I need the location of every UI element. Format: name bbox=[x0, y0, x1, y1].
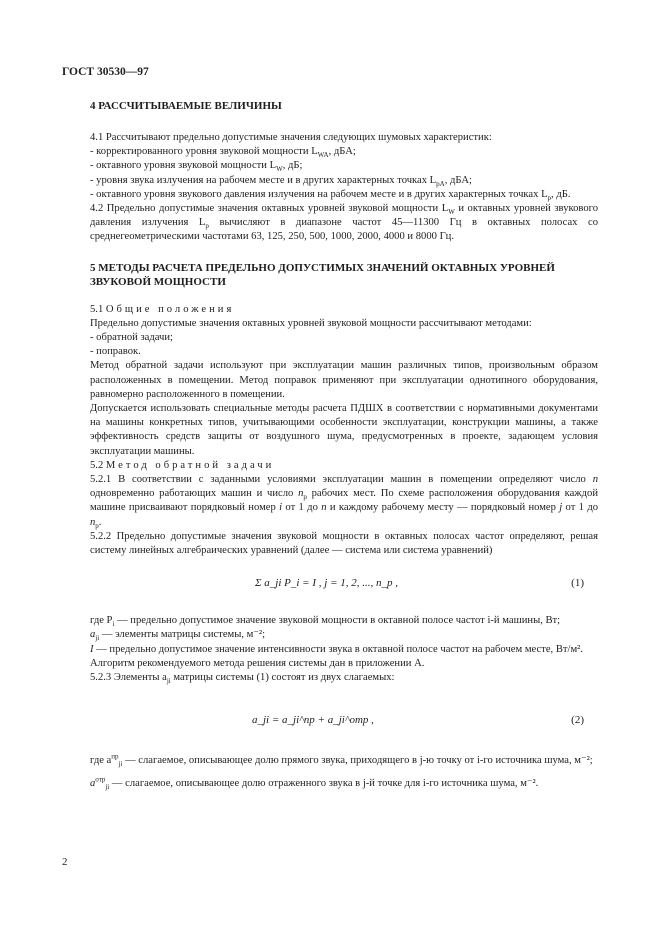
equation-2 bbox=[90, 691, 598, 743]
list-item-pa: - уровня звука излучения на рабочем месте и в других характерных точках $L_{pA}$, дБА; bbox=[90, 174, 472, 188]
where-a: $a_{ji}$ — элементы матрицы системы, м⁻²; bbox=[90, 629, 266, 643]
equation-1-formula: Σ a_ji P_i = I , j = 1, 2, ..., n_p , bbox=[255, 577, 398, 590]
section-5-title: 5 МЕТОДЫ РАСЧЕТА ПРЕДЕЛЬНО ДОПУСТИМЫХ ЗНАЧЕНИЙ ОКТАВНЫХ УРОВНЕЙ ЗВУКОВОЙ МОЩНОСТИ bbox=[90, 261, 555, 288]
list-item-w: - октавного уровня звуковой мощности $L_W$, дБ; bbox=[90, 160, 303, 174]
para-5-2-3: 5.2.3 Элементы $a_{ji}$ матрицы системы (1) состоят из двух слагаемых: bbox=[90, 672, 395, 686]
para-4-1: 4.1 Рассчитывают предельно допустимые значения следующих шумовых характеристик: bbox=[90, 132, 492, 143]
list-item-p: - октавного уровня звукового давления излучения на рабочем месте и в других характерных точках $L_p$, дБ. bbox=[90, 188, 571, 202]
where-a-direct: где $a^{пр}_{ji}$ — слагаемое, описывающее долю прямого звука, приходящего в j-ю точку от i-го источника шума, м⁻²; bbox=[90, 752, 593, 769]
where-a-reflected: $a^{отр}_{ji}$ — слагаемое, описывающее долю отраженного звука в j-й точке для i-го источника шума, м⁻². bbox=[90, 775, 539, 792]
para-5-2-1: 5.2.1 В соответствии с заданными условиями эксплуатации машин в помещении определяют число n одновременно работающих машин и число $n_p$ рабочих мест. По схеме расположения оборудования каждой машине присваивают порядковый номер i от 1 до n и каждому рабочему месту — порядковый номер j от 1 до $n_p$. bbox=[90, 474, 599, 530]
section-4-title: 4 РАССЧИТЫВАЕМЫЕ ВЕЛИЧИНЫ bbox=[90, 100, 282, 112]
document-body bbox=[90, 97, 598, 793]
page-number: 2 bbox=[62, 856, 68, 868]
where-i: I — предельно допустимое значение интенсивности звука в октавной полосе частот на рабочем месте, Вт/м². bbox=[90, 643, 584, 655]
equation-2-formula: a_ji = a_ji^пр + a_ji^отр , bbox=[252, 714, 374, 727]
equation-1 bbox=[90, 564, 598, 608]
equation-2-number: (2) bbox=[571, 714, 584, 727]
para-5-1-inverse: Метод обратной задачи используют при эксплуатации машин различных типов, произвольным образом расположенных в помещении. Метод поправок применяют при эксплуатации однотипного оборудования, равномерно расположенного в помещении. bbox=[90, 360, 598, 400]
para-4-2: 4.2 Предельно допустимые значения октавных уровней звуковой мощности $L_W$ и октавных уровней звукового давления излучения $L_p$ вычисляют в диапазоне частот 45—11300 Гц в октавных полосах со среднегеометрическими частотами 63, 125, 250, 500, 1000, 2000, 4000 и 8000 Гц. bbox=[90, 203, 598, 243]
method-item-1: - обратной задачи; bbox=[90, 332, 173, 344]
where-p: где $P_i$ — предельно допустимое значение звуковой мощности в октавной полосе частот i-й машины, Вт; bbox=[90, 615, 561, 629]
heading-5-1: 5.1 Общие положения bbox=[90, 303, 235, 315]
para-algorithm: Алгоритм рекомендуемого метода решения системы дан в приложении А. bbox=[90, 657, 425, 669]
method-item-2: - поправок. bbox=[90, 346, 141, 358]
para-5-1-intro: Предельно допустимые значения октавных уровней звуковой мощности рассчитывают методами: bbox=[90, 317, 532, 329]
equation-1-number: (1) bbox=[571, 577, 584, 590]
document-header: ГОСТ 30530—97 bbox=[62, 66, 149, 78]
para-5-1-special: Допускается использовать специальные методы расчета ПДШХ в соответствии с нормативными документами на машины конкретных типов, учитывающими особенности эксплуатации, конструкции машины, а также эффективность средств защиты от воздушного шума, предусмотренных в проекте, задающем условия эксплуатации машины. bbox=[90, 403, 598, 457]
heading-5-2: 5.2 Метод обратной задачи bbox=[90, 459, 275, 471]
para-5-2-2: 5.2.2 Предельно допустимые значения звуковой мощности в октавных полосах частот определяют, решая систему линейных алгебраических уравнений (далее — система или система уравнений) bbox=[90, 530, 598, 557]
list-item-wa: - корректированного уровня звуковой мощности $L_{WA}$, дБА; bbox=[90, 146, 356, 160]
